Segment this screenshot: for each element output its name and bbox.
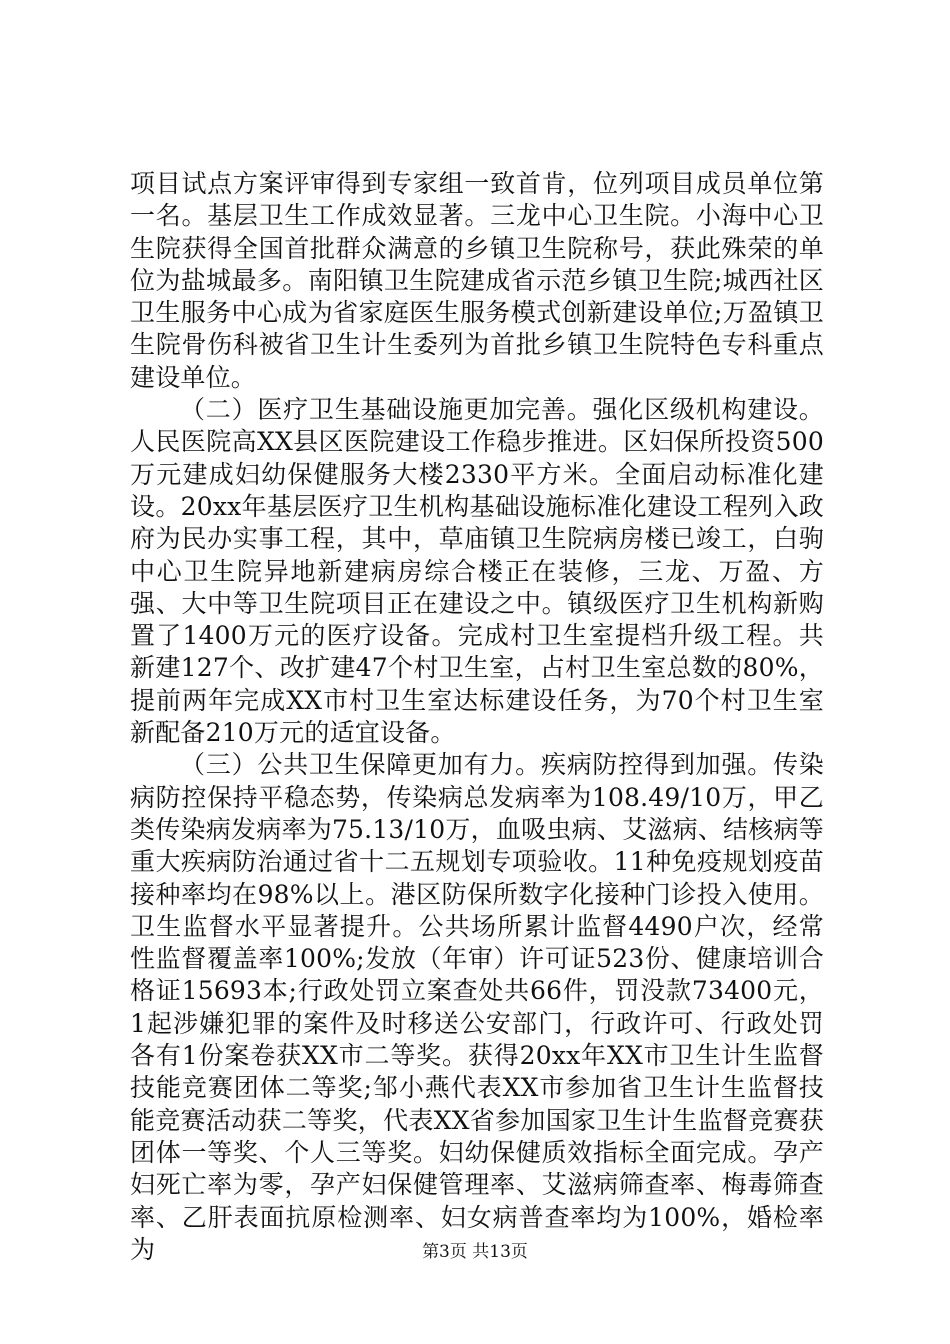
page-number-footer: 第3页 共13页: [422, 1242, 528, 1262]
body-text: [130, 168, 824, 1266]
paragraph-continuation: 项目试点方案评审得到专家组一致首肯，位列项目成员单位第一名。基层卫生工作成效显著。三龙中心卫生院。小海中心卫生院获得全国首批群众满意的乡镇卫生院称号，获此殊荣的单位为盐城最多。南阳镇卫生院建成省示范乡镇卫生院;城西社区卫生服务中心成为省家庭医生服务模式创新建设单位;万盈镇卫生院骨伤科被省卫生计生委列为首批乡镇卫生院特色专科重点建设单位。: [130, 169, 824, 392]
paragraph-public-health: （三）公共卫生保障更加有力。疾病防控得到加强。传染病防控保持平稳态势，传染病总发病率为108.49/10万，甲乙类传染病发病率为75.13/10万，血吸虫病、艾滋病、结核病等重大疾病防治通过省十二五规划专项验收。11种免疫规划疫苗接种率均在98%以上。港区防保所数字化接种门诊投入使用。卫生监督水平显著提升。公共场所累计监督4490户次，经常性监督覆盖率100%;发放（年审）许可证523份、健康培训合格证15693本;行政处罚立案查处共66件，罚没款73400元，1起涉嫌犯罪的案件及时移送公安部门，行政许可、行政处罚各有1份案卷获XX市二等奖。获得20xx年XX市卫生计生监督技能竞赛团体二等奖;邹小燕代表XX市参加省卫生计生监督技能竞赛活动获二等奖，代表XX省参加国家卫生计生监督竞赛获团体一等奖、个人三等奖。妇幼保健质效指标全面完成。孕产妇死亡率为零，孕产妇保健管理率、艾滋病筛查率、梅毒筛查率、乙肝表面抗原检测率、妇女病普查率均为100%，婚检率为: [130, 750, 824, 1264]
paragraph-infrastructure: （二）医疗卫生基础设施更加完善。强化区级机构建设。人民医院高XX县区医院建设工作稳步推进。区妇保所投资500万元建成妇幼保健服务大楼2330平方米。全面启动标准化建设。20xx年基层医疗卫生机构基础设施标准化建设工程列入政府为民办实事工程，其中，草庙镇卫生院病房楼已竣工，白驹中心卫生院异地新建病房综合楼正在装修，三龙、万盈、方强、大中等卫生院项目正在建设之中。镇级医疗卫生机构新购置了1400万元的医疗设备。完成村卫生室提档升级工程。共新建127个、改扩建47个村卫生室，占村卫生室总数的80%，提前两年完成XX市村卫生室达标建设任务，为70个村卫生室新配备210万元的适宜设备。: [130, 395, 824, 748]
